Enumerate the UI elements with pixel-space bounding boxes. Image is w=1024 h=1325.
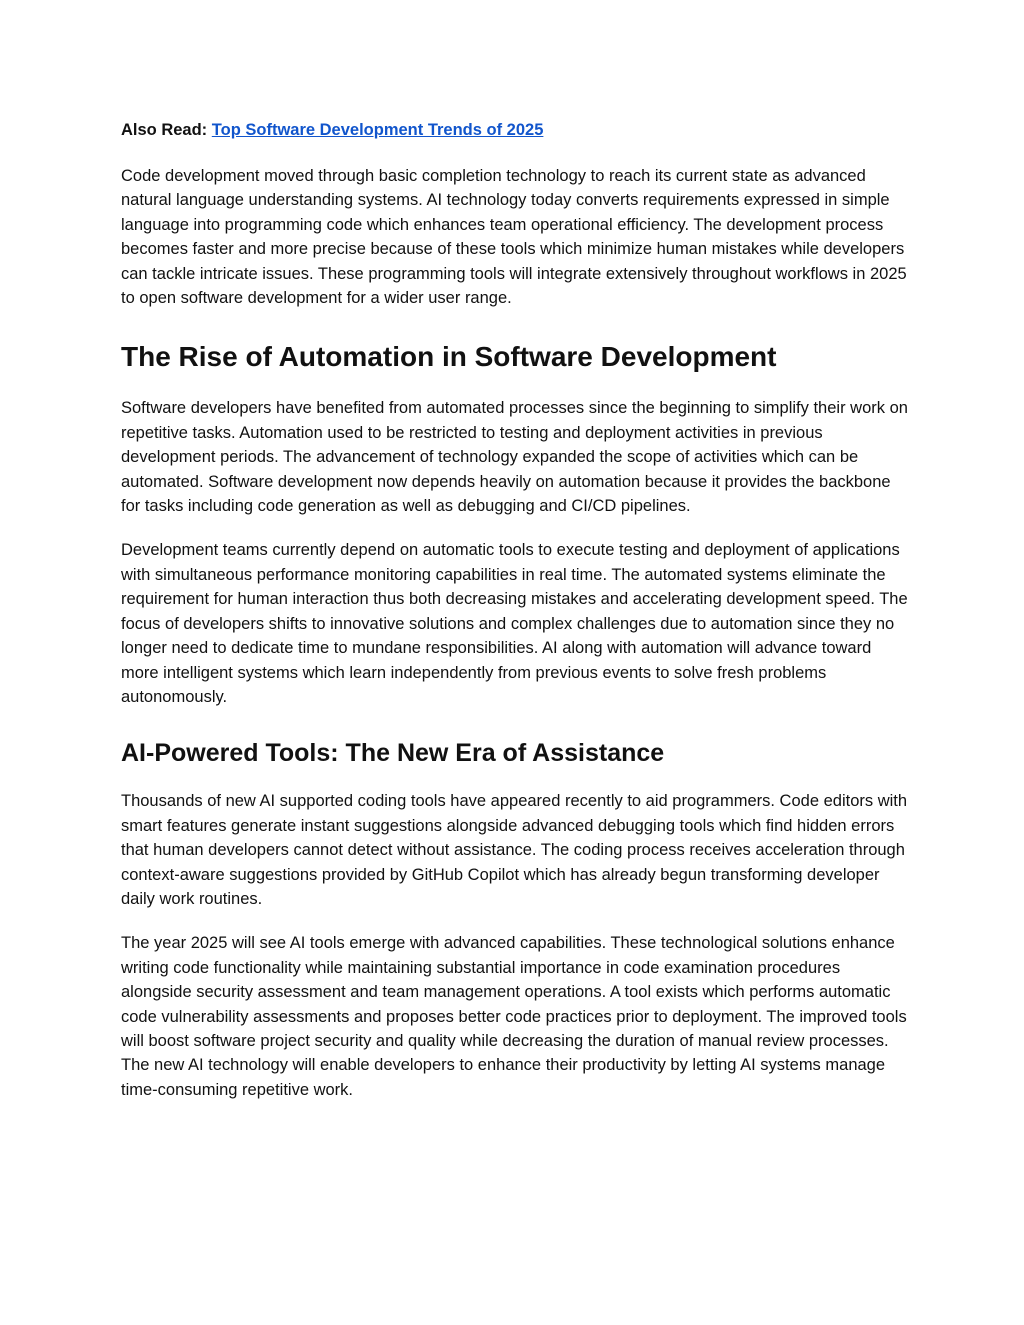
ai-tools-heading: AI-Powered Tools: The New Era of Assistance (121, 739, 665, 768)
also-read-label: Also Read: (121, 121, 208, 139)
automation-paragraph-1: Software developers have benefited from automated processes since the beginning to simplify their work on repetitive tasks. Automation used to be restricted to testing and deployment activities in previous development periods. The advancement of technology expanded the scope of activities which can be automated. Software development now depends heavily on automation because it provides the backbone for tasks including code generation as well as debugging and CI/CD pipelines. (121, 399, 908, 516)
automation-paragraph-2: Development teams currently depend on automatic tools to execute testing and deployment of applications with simultaneous performance monitoring capabilities in real time. The automated systems eliminate the requirement for human interaction thus both decreasing mistakes and accelerating development speed. The focus of developers shifts to innovative solutions and complex challenges due to automation since they no longer need to dedicate time to mundane responsibilities. AI along with automation will advance toward more intelligent systems which learn independently from previous events to solve fresh problems autonomously. (121, 541, 908, 706)
also-read-line (121, 118, 911, 142)
ai-tools-paragraph-2: The year 2025 will see AI tools emerge with advanced capabilities. These technological solutions enhance writing code functionality while maintaining substantial importance in code examination procedures alongside security assessment and team management operations. A tool exists which performs automatic code vulnerability assessments and proposes better code practices prior to deployment. The improved tools will boost software project security and quality while decreasing the duration of manual review processes. The new AI technology will enable developers to enhance their productivity by letting AI systems manage time-consuming repetitive work. (121, 934, 907, 1099)
document-page (121, 118, 911, 1122)
ai-tools-paragraph-1: Thousands of new AI supported coding tools have appeared recently to aid programmers. Code editors with smart features generate instant suggestions alongside advanced debugging tools which find hidden errors that human developers cannot detect without assistance. The coding process receives acceleration through context-aware suggestions provided by GitHub Copilot which has already begun transforming developer daily work routines. (121, 792, 908, 908)
automation-heading: The Rise of Automation in Software Development (121, 341, 777, 373)
intro-paragraph: Code development moved through basic completion technology to reach its current state as advanced natural language understanding systems. AI technology today converts requirements expressed in simple language into programming code which enhances team operational efficiency. The development process becomes faster and more precise because of these tools which minimize human mistakes while developers can tackle intricate issues. These programming tools will integrate extensively throughout workflows in 2025 to open software development for a wider user range. (121, 167, 907, 308)
also-read-link[interactable]: Top Software Development Trends of 2025 (211, 121, 544, 139)
